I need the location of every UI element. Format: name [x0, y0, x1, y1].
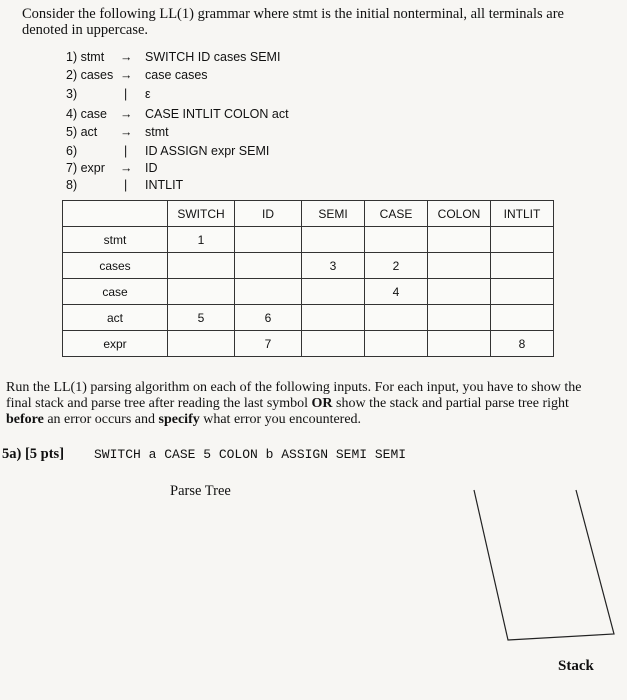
- grammar-rule-rhs: INTLIT: [145, 178, 184, 192]
- table-header-cell: ID: [235, 201, 302, 227]
- table-cell: 3: [302, 253, 365, 279]
- table-cell: [365, 305, 428, 331]
- grammar-rule-rhs: ID: [145, 161, 158, 175]
- table-row: [63, 227, 554, 253]
- grammar-rule-lhs: 1) stmt: [66, 50, 105, 64]
- grammar-rule-lhs: 7) expr: [66, 161, 105, 175]
- stack-drawing: [470, 486, 620, 646]
- grammar-rule-lhs: 3): [66, 87, 78, 101]
- instructions-text-3: an error occurs and: [43, 412, 159, 427]
- table-cell: [168, 253, 235, 279]
- grammar-rule-rhs: SWITCH ID cases SEMI: [145, 50, 281, 64]
- table-header-cell: SWITCH: [168, 201, 235, 227]
- table-cell: 5: [168, 305, 235, 331]
- table-cell: 1: [168, 227, 235, 253]
- grammar-rule-arrow: |: [124, 87, 128, 101]
- table-cell: 4: [365, 279, 428, 305]
- table-cell: 2: [365, 253, 428, 279]
- table-row: [63, 253, 554, 279]
- table-cell: 8: [491, 331, 554, 357]
- table-row: [63, 331, 554, 357]
- instructions-specify: specify: [158, 412, 200, 427]
- grammar-rule-lhs: 2) cases: [66, 68, 114, 82]
- table-cell: [428, 279, 491, 305]
- input-string: SWITCH a CASE 5 COLON b ASSIGN SEMI SEMI: [94, 447, 407, 462]
- grammar-rule-rhs: CASE INTLIT COLON act: [145, 107, 289, 121]
- stack-outline: [474, 490, 614, 640]
- table-header-cell: SEMI: [302, 201, 365, 227]
- grammar-rule-arrow: →: [120, 161, 133, 175]
- table-cell: [302, 279, 365, 305]
- instructions: [6, 380, 606, 428]
- instructions-text-4: what error you encountered.: [199, 412, 362, 427]
- table-cell: [235, 253, 302, 279]
- table-cell: [491, 227, 554, 253]
- grammar-rule-rhs: stmt: [145, 125, 169, 139]
- grammar-rule-arrow: →: [120, 125, 133, 139]
- problem-intro: Consider the following LL(1) grammar where stmt is the initial nonterminal, all terminals are denoted in uppercase.: [22, 6, 564, 38]
- grammar-rule-arrow: →: [120, 107, 133, 121]
- grammar-rule-arrow: →: [120, 50, 133, 64]
- table-cell: [302, 331, 365, 357]
- grammar-rule-rhs: ε: [145, 87, 151, 101]
- table-row: [63, 279, 554, 305]
- grammar-rule-lhs: 4) case: [66, 107, 107, 121]
- table-cell: 6: [235, 305, 302, 331]
- instructions-text-2: show the stack and partial parse tree right: [332, 396, 569, 411]
- table-cell: [302, 227, 365, 253]
- grammar-rule-arrow: |: [124, 144, 128, 158]
- table-row-label: expr: [63, 331, 168, 357]
- table-row-label: case: [63, 279, 168, 305]
- table-cell: [491, 305, 554, 331]
- grammar-rule-lhs: 6): [66, 144, 78, 158]
- table-header-row: [63, 201, 554, 227]
- table-row: [63, 305, 554, 331]
- parse-tree-label: Parse Tree: [170, 483, 231, 499]
- table-cell: [302, 305, 365, 331]
- grammar-rule-arrow: →: [120, 68, 133, 82]
- table-cell: [365, 331, 428, 357]
- table-header-cell: CASE: [365, 201, 428, 227]
- table-cell: [428, 227, 491, 253]
- table-cell: [365, 227, 428, 253]
- table-cell: 7: [235, 331, 302, 357]
- table-row-label: act: [63, 305, 168, 331]
- table-header-cell: INTLIT: [491, 201, 554, 227]
- grammar-rule-lhs: 8): [66, 178, 78, 192]
- instructions-text-1: Run the LL(1) parsing algorithm on each of the following inputs. For each input, you have to show the final stack and parse tree after reading the last symbol: [6, 380, 582, 411]
- table-header-cell: COLON: [428, 201, 491, 227]
- instructions-before: before: [6, 412, 44, 427]
- table-cell: [428, 253, 491, 279]
- table-cell: [168, 331, 235, 357]
- table-corner: [63, 201, 168, 227]
- grammar-rule-arrow: |: [124, 178, 128, 192]
- stack-label: Stack: [558, 658, 594, 674]
- table-cell: [428, 305, 491, 331]
- table-cell: [428, 331, 491, 357]
- table-cell: [235, 279, 302, 305]
- table-row-label: cases: [63, 253, 168, 279]
- grammar-rule-rhs: case cases: [145, 68, 208, 82]
- parse-table: [62, 200, 554, 357]
- table-cell: [491, 279, 554, 305]
- table-cell: [235, 227, 302, 253]
- table-cell: [168, 279, 235, 305]
- question-label: 5a) [5 pts]: [2, 446, 65, 462]
- instructions-or: OR: [311, 396, 333, 411]
- grammar-rule-lhs: 5) act: [66, 125, 98, 139]
- table-row-label: stmt: [63, 227, 168, 253]
- grammar-rule-rhs: ID ASSIGN expr SEMI: [145, 144, 270, 158]
- table-cell: [491, 253, 554, 279]
